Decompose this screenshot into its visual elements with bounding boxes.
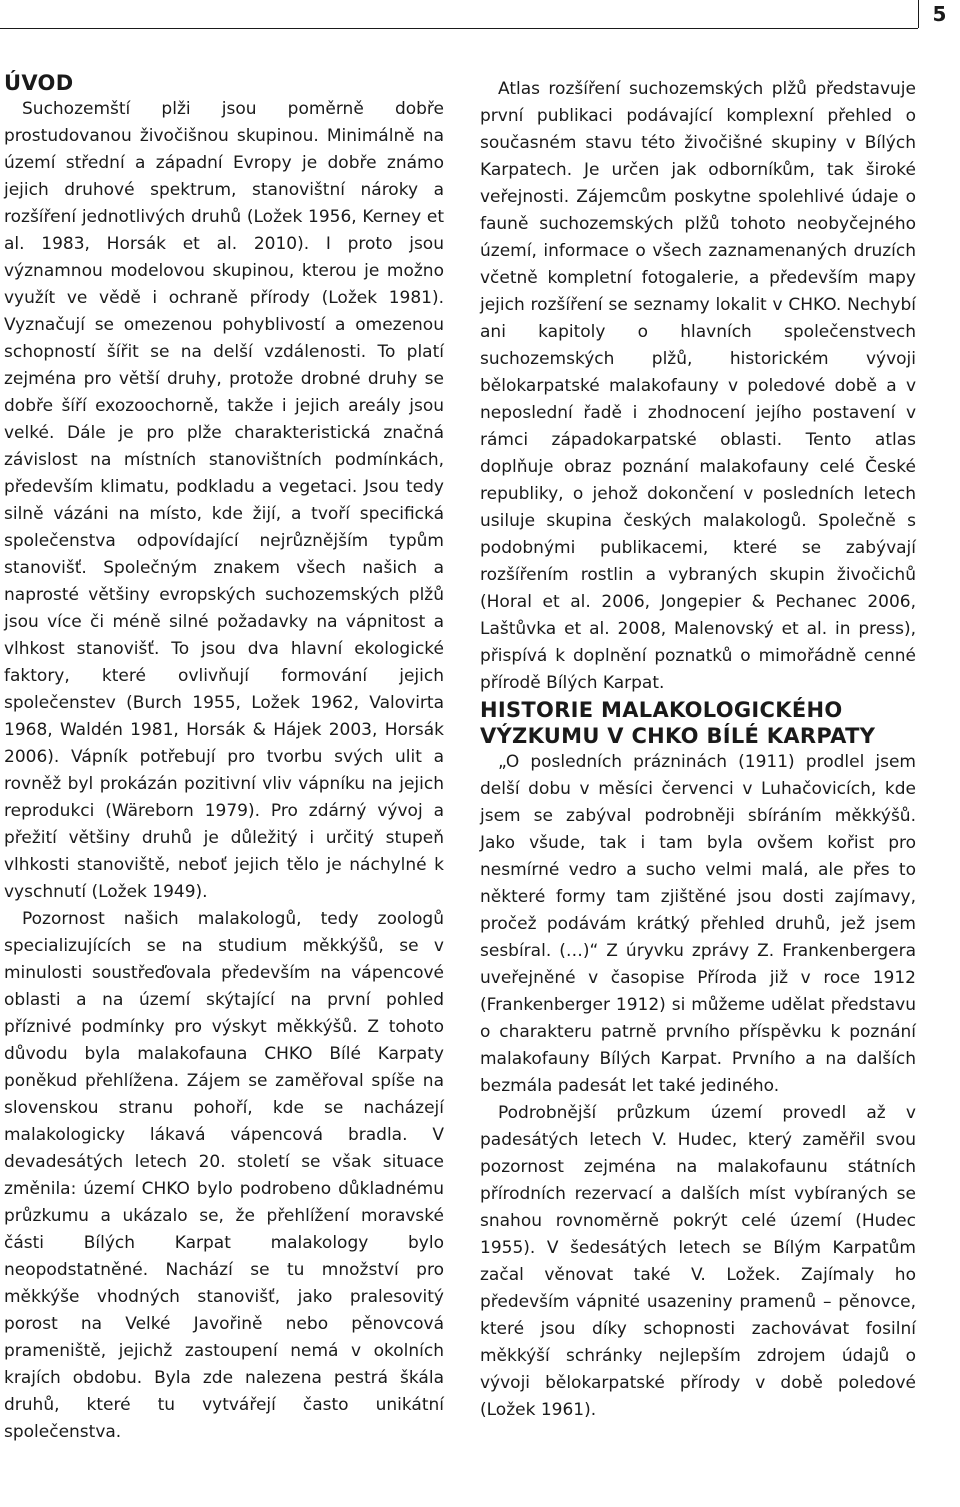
history-paragraph-1: „O posledních prázninách (1911) prodlel jsem delší dobu v měsíci červenci v Luhačovicích, kde jsem se zabýval podrobněji sbíráním měkkýšů. Jako všude, tak i tam byla ovšem kořist pro nesmírné vedro a sucho velmi malá, ale přes to některé formy tam zjištěné jsou dosti zajímavy, pročež podávám krátký přehled druhů, jež jsem sesbíral. (…)“ Z úryvku zprávy Z. Frankenbergera uveřejněné v časopise Příroda již v roce 1912 (Frankenberger 1912) si můžeme udělat představu o charakteru patrně prvního příspěvku k poznání malakofauny Bílých Karpat. Prvního a na dalších bezmála padesát let také jediného.: [480, 752, 916, 1096]
history-heading: HISTORIE MALAKOLOGICKÉHO VÝZKUMU V CHKO BÍLÉ KARPATY: [480, 698, 876, 748]
intro-paragraph-1: Suchozemští plži jsou poměrně dobře prostudovanou živočišnou skupinou. Minimálně na území střední a západní Evropy je dobře známo jejich druhové spektrum, stanovištní nároky a rozšíření jednotlivých druhů (Ložek 1956, Kerney et al. 1983, Horsák et al. 2010). I proto jsou významnou modelovou skupinou, kterou je možno využít ve vědě i ochraně přírody (Ložek 1981). Vyznačují se omezenou pohyblivostí a omezenou schopností šířit se na delší vzdálenosti. To platí zejména pro větší druhy, protože drobné druhy se dobře šíří exozoochorně, takže i jejich areály jsou velké. Dále je pro plže charakteristická značná závislost na místních stanovištních podmínkách, především klimatu, podkladu a vegetaci. Jsou tedy silně vázáni na místo, kde žijí, a tvoří specifická společenstva odpovídající nejrůznějším typům stanovišť. Společným znakem všech našich a naprosté většiny evropských suchozemských plžů jsou více či méně silné požadavky na vápnitost a vlhkost stanovišť. To jsou dva hlavní ekologické faktory, které ovlivňují formování jejich společenstev (Burch 1955, Ložek 1962, Valovirta 1968, Waldén 1981, Horsák & Hájek 2003, Horsák 2006). Vápník potřebují pro tvorbu svých ulit a rovněž byl prokázán pozitivní vliv vápníku na jejich reprodukci (Wäreborn 1979). Pro zdárný vývoj a přežití většiny druhů je důležitý i určitý stupeň vlhkosti stanoviště, neboť jejich tělo je náchylné k vyschnutí (Ložek 1949).: [4, 99, 444, 902]
history-paragraph-2: Podrobnější průzkum území provedl až v padesátých letech V. Hudec, který zaměřil svou pozornost zejména na malakofaunu státních přírodních rezervací a dalších míst vybíraných se snahou rovnoměrně pokrýt celé území (Hudec 1955). V šedesátých letech se Bílým Karpatům začal věnovat také V. Ložek. Zajímaly ho především vápnité usazeniny pramenů – pěnovce, které jsou díky schopnosti zachovávat fosilní měkkýší schránky nejlepším zdrojem údajů o vývoji bělokarpatské přírody v době poledové (Ložek 1961).: [480, 1103, 916, 1420]
page-number: [918, 0, 960, 28]
intro-heading: ÚVOD: [4, 71, 74, 95]
atlas-paragraph: Atlas rozšíření suchozemských plžů představuje první publikaci podávající komplexní přehled o současném stavu této živočišné skupiny v Bílých Karpatech. Je určen jak odborníkům, tak široké veřejnosti. Zájemcům poskytne spolehlivé údaje o fauně suchozemských plžů tohoto neobyčejného území, informace o všech zaznamenaných druzích včetně kompletní fotogalerie, a především mapy jejich rozšíření se seznamy lokalit v CHKO. Nechybí ani kapitoly o hlavních společenstvech suchozemských plžů, historickém vývoji bělokarpatské malakofauny v poledové době a v neposlední řadě i zhodnocení jejího postavení v rámci západokarpatské oblasti. Tento atlas doplňuje obraz poznání malakofauny celé České republiky, o jehož dokončení v posledních letech usiluje skupina českých malakologů. Společně s podobnými publikacemi, které se zabývají rozšířením rostlin a vybraných skupin živočichů (Horal et al. 2006, Jongepier & Pechanec 2006, Laštůvka et al. 2008, Malenovský et al. in press), přispívá k doplnění poznatků o mimořádně cenné přírodě Bílých Karpat.: [480, 79, 916, 693]
right-column: [480, 76, 916, 1424]
left-column: [4, 70, 444, 1446]
intro-paragraph-2: Pozornost našich malakologů, tedy zoologů specializujících se na studium měkkýšů, se v minulosti soustřeďovala především na vápencové oblasti a na území skýtající na první pohled příznivé podmínky pro výskyt měkkýšů. Z tohoto důvodu byla malakofauna CHKO Bílé Karpaty poněkud přehlížena. Zájem se zaměřoval spíše na slovenskou stranu pohoří, kde se nacházejí malakologicky lákavá vápencová bradla. V devadesátých letech 20. století se však situace změnila: území CHKO bylo podrobeno důkladnému průzkumu a ukázalo se, že přehlížení moravské části Bílých Karpat malakology bylo neopodstatněné. Nachází se tu množství pro měkkýše vhodných stanovišť, jako pralesovitý porost na Velké Javořině nebo pěnovcová prameniště, jejichž zastoupení nemá v okolních krajích obdobu. Byla zde nalezena pestrá škála druhů, které tu vytvářejí často unikátní společenstva.: [4, 909, 444, 1442]
page-number-label: 5: [932, 2, 947, 26]
header-rule: [0, 28, 918, 29]
